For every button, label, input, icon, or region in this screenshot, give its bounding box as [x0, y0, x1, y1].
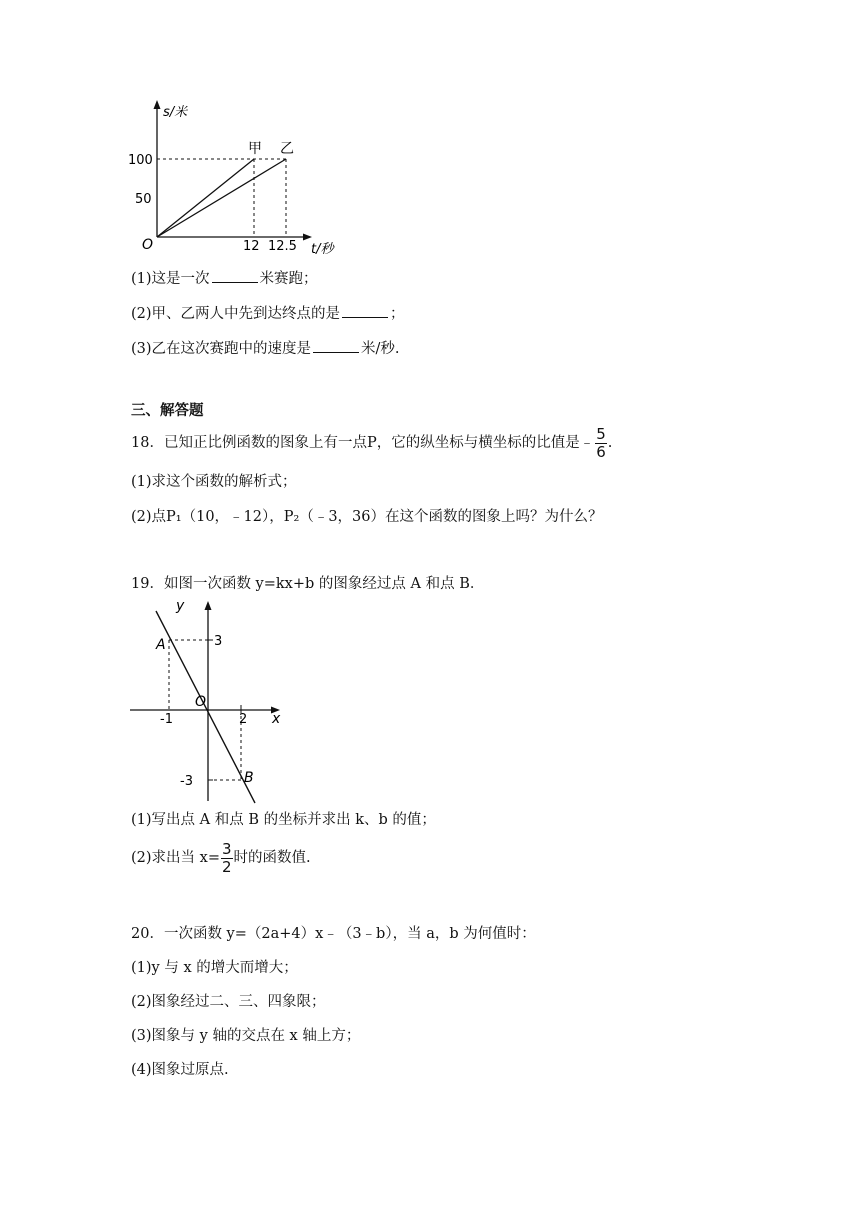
race-graph	[120, 96, 350, 260]
y-axis-arrow	[154, 100, 161, 109]
q19-item-2: (2)求出当 x= $\frac{3}{2}$ 时的函数值.	[131, 839, 311, 876]
tick-50: 50	[135, 192, 152, 207]
q20-stem: 20．一次函数 y=（2a+4）x﹣（3﹣b），当 a，b 为何值时：	[131, 926, 536, 942]
q18-item-1: (1)求这个函数的解析式；	[131, 474, 297, 490]
section-heading: 三、解答题	[131, 402, 204, 419]
q18-stem: 18．已知正比例函数的图象上有一点P，它的纵坐标与横坐标的比值是﹣ $\frac{5}{6}$ .	[131, 424, 613, 461]
answer-blank[interactable]	[212, 268, 258, 283]
point-a-label: A	[156, 637, 166, 653]
x-axis-label: t/秒	[311, 242, 334, 257]
label-yi: 乙	[280, 141, 294, 157]
point-b-label: B	[244, 770, 254, 786]
q20-item-3: (3)图象与 y 轴的交点在 x 轴上方；	[131, 1028, 361, 1044]
answer-blank[interactable]	[342, 303, 388, 318]
q20-item-1: (1)y 与 x 的增大而增大；	[131, 960, 298, 976]
tick-label-y-neg3: -3	[180, 774, 193, 789]
label-jia: 甲	[248, 141, 262, 157]
tick-12: 12	[243, 239, 260, 254]
tick-label-x-neg1: -1	[160, 712, 173, 727]
linear-function-graph	[126, 596, 286, 806]
q18-item-2: (2)点P₁（10，﹣12），P₂（﹣3，36）在这个函数的图象上吗？为什么？	[131, 509, 603, 525]
tick-100: 100	[128, 153, 153, 168]
y-axis-label: s/米	[163, 105, 188, 120]
q20-item-4: (4)图象过原点.	[131, 1062, 229, 1078]
x-axis-arrow	[303, 234, 312, 241]
fraction: $\frac{3}{2}$	[221, 839, 232, 876]
q19-stem: 19．如图一次函数 y=kx+b 的图象经过点 A 和点 B．	[131, 576, 485, 592]
q17-item-3: (3)乙在这次赛跑中的速度是 米/秒.	[131, 338, 400, 359]
line-jia	[157, 159, 254, 237]
origin-label: O	[142, 237, 154, 253]
answer-blank[interactable]	[313, 338, 359, 353]
q17-item-1: (1)这是一次 米赛跑；	[131, 268, 318, 289]
fraction: $\frac{5}{6}$	[596, 424, 606, 461]
line-yi	[157, 159, 286, 237]
x-label: x	[272, 711, 281, 727]
tick-12-5: 12.5	[268, 239, 297, 254]
y-axis-arrow	[205, 601, 212, 610]
tick-label-x-2: 2	[239, 712, 248, 727]
origin-label: O	[195, 694, 207, 710]
q17-item-2: (2)甲、乙两人中先到达终点的是 ；	[131, 303, 405, 324]
y-label: y	[176, 598, 185, 614]
tick-label-y-3: 3	[214, 634, 223, 649]
q19-item-1: (1)写出点 A 和点 B 的坐标并求出 k、b 的值；	[131, 812, 436, 828]
q20-item-2: (2)图象经过二、三、四象限；	[131, 994, 326, 1010]
